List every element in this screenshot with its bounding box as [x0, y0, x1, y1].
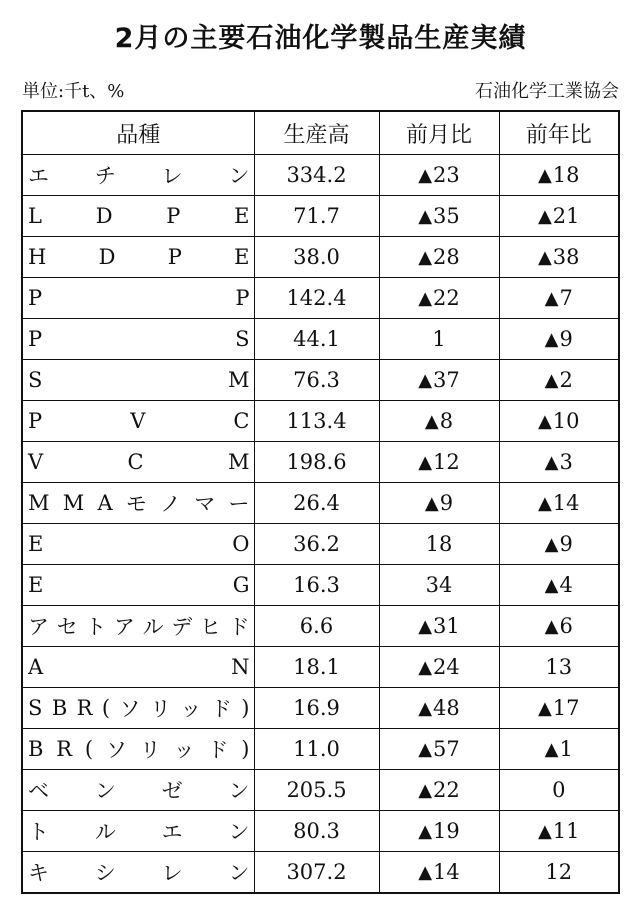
- product-name-char: P: [28, 409, 43, 433]
- table-row: [22, 811, 619, 852]
- mom-change-cell: 1: [379, 319, 499, 360]
- table-row: [22, 729, 619, 770]
- table-row: [22, 852, 619, 894]
- table-row: [22, 524, 619, 565]
- mom-change-cell: [379, 647, 499, 688]
- decrease-triangle-icon: ▲: [537, 206, 552, 227]
- product-name-char: P: [167, 245, 182, 269]
- product-name-char: ト: [85, 615, 107, 639]
- product-name-char: ド: [207, 738, 229, 762]
- product-name-char: H: [28, 245, 47, 269]
- yoy-change-cell: [499, 606, 619, 647]
- yoy-change-cell: 13: [499, 647, 619, 688]
- change-value: 48: [433, 696, 460, 720]
- change-value: 14: [552, 491, 580, 515]
- change-value: 57: [433, 737, 460, 761]
- product-name-char: A: [28, 655, 44, 679]
- product-name: [23, 857, 254, 887]
- decrease-triangle-icon: ▲: [418, 452, 433, 473]
- product-name: [23, 204, 254, 228]
- production-cell: 26.4: [254, 483, 379, 524]
- product-name-char: エ: [161, 820, 183, 844]
- production-cell: 71.7: [254, 196, 379, 237]
- table-header-row: [22, 111, 619, 155]
- product-name-char: レ: [161, 861, 183, 885]
- change-value: 8: [439, 409, 454, 433]
- product-name-char: P: [28, 327, 43, 351]
- product-name-cell: [22, 155, 254, 196]
- production-cell: 36.2: [254, 524, 379, 565]
- product-name-char: ン: [228, 779, 250, 803]
- product-name-char: ヒ: [199, 615, 221, 639]
- unit-label: 単位:千t、%: [22, 81, 125, 102]
- yoy-change-cell: [499, 524, 619, 565]
- change-value: 9: [559, 532, 573, 556]
- decrease-triangle-icon: ▲: [418, 698, 433, 719]
- product-name-cell: [22, 483, 254, 524]
- table-row: [22, 237, 619, 278]
- product-name-char: エ: [28, 164, 49, 188]
- product-name: [23, 488, 254, 518]
- product-name-char: ー: [228, 492, 250, 516]
- product-name: [23, 286, 254, 310]
- product-name-char: ): [241, 737, 250, 761]
- mom-change-cell: [379, 688, 499, 729]
- product-name-cell: [22, 688, 254, 729]
- table-row: [22, 565, 619, 606]
- production-cell: 142.4: [254, 278, 379, 319]
- decrease-triangle-icon: ▲: [544, 329, 559, 350]
- source-label: 石油化学工業協会: [475, 81, 619, 102]
- decrease-triangle-icon: ▲: [424, 411, 439, 432]
- product-name-char: シ: [94, 861, 116, 885]
- production-cell: 113.4: [254, 401, 379, 442]
- product-name-char: E: [28, 532, 44, 556]
- yoy-change-cell: [499, 729, 619, 770]
- product-name-char: G: [232, 573, 250, 597]
- change-value: 19: [433, 819, 460, 843]
- product-name-char: (: [101, 696, 111, 720]
- decrease-triangle-icon: ▲: [537, 165, 552, 186]
- decrease-triangle-icon: ▲: [418, 165, 433, 186]
- change-value: 22: [433, 778, 460, 802]
- change-value: 18: [552, 163, 580, 187]
- change-value: 7: [559, 286, 573, 310]
- page-title: 2月の主要石油化学製品生産実績: [114, 23, 527, 54]
- product-name-char: O: [232, 532, 250, 556]
- product-name-cell: [22, 770, 254, 811]
- production-cell: 307.2: [254, 852, 379, 894]
- yoy-change-cell: [499, 319, 619, 360]
- change-value: 28: [433, 245, 460, 269]
- product-name-char: S: [28, 696, 43, 720]
- table-row: [22, 360, 619, 401]
- table-row: [22, 606, 619, 647]
- decrease-triangle-icon: ▲: [418, 288, 433, 309]
- change-value: 23: [433, 163, 460, 187]
- decrease-triangle-icon: ▲: [544, 534, 559, 555]
- product-name: [23, 573, 254, 597]
- mom-change-cell: [379, 729, 499, 770]
- product-name-cell: [22, 729, 254, 770]
- product-name-char: ベ: [28, 779, 49, 803]
- product-name-char: C: [233, 409, 250, 433]
- change-value: 6: [559, 614, 573, 638]
- yoy-change-cell: 12: [499, 852, 619, 894]
- change-value: 17: [552, 696, 580, 720]
- table-row: [22, 278, 619, 319]
- product-name-cell: [22, 401, 254, 442]
- production-cell: 11.0: [254, 729, 379, 770]
- product-name-char: ア: [113, 615, 135, 639]
- decrease-triangle-icon: ▲: [418, 370, 433, 391]
- header-year-over-year: 前年比: [499, 111, 619, 155]
- product-name-char: デ: [171, 615, 193, 639]
- production-cell: 76.3: [254, 360, 379, 401]
- mom-change-cell: 34: [379, 565, 499, 606]
- product-name: [23, 327, 254, 351]
- table-row: [22, 196, 619, 237]
- yoy-change-cell: [499, 483, 619, 524]
- production-cell: 198.6: [254, 442, 379, 483]
- product-name-char: P: [166, 204, 181, 228]
- change-value: 12: [433, 450, 460, 474]
- decrease-triangle-icon: ▲: [544, 288, 559, 309]
- product-name: [23, 409, 254, 433]
- product-name-char: S: [235, 327, 250, 351]
- change-value: 3: [559, 450, 573, 474]
- mom-change-cell: [379, 770, 499, 811]
- product-name-char: D: [98, 245, 116, 269]
- product-name-cell: [22, 237, 254, 278]
- product-name-char: リ: [139, 738, 161, 762]
- product-name-char: M: [28, 491, 50, 515]
- mom-change-cell: 18: [379, 524, 499, 565]
- change-value: 31: [433, 614, 460, 638]
- decrease-triangle-icon: ▲: [424, 493, 439, 514]
- product-name-cell: [22, 647, 254, 688]
- change-value: 9: [439, 491, 454, 515]
- product-name-char: E: [234, 204, 250, 228]
- decrease-triangle-icon: ▲: [544, 370, 559, 391]
- mom-change-cell: [379, 278, 499, 319]
- mom-change-cell: [379, 360, 499, 401]
- decrease-triangle-icon: ▲: [537, 698, 552, 719]
- mom-change-cell: [379, 155, 499, 196]
- yoy-change-cell: [499, 278, 619, 319]
- table-row: [22, 401, 619, 442]
- product-name-char: V: [28, 450, 44, 474]
- decrease-triangle-icon: ▲: [418, 739, 433, 760]
- decrease-triangle-icon: ▲: [418, 862, 433, 883]
- product-name-char: M: [62, 491, 85, 515]
- product-name-char: ド: [228, 615, 250, 639]
- change-value: 24: [433, 655, 460, 679]
- product-name-cell: [22, 196, 254, 237]
- product-name: [23, 245, 254, 269]
- product-name-char: ソ: [119, 697, 141, 721]
- header-month-over-month: 前月比: [379, 111, 499, 155]
- product-name-char: ル: [142, 615, 164, 639]
- product-name-char: ッ: [173, 738, 195, 762]
- product-name-char: C: [127, 450, 144, 474]
- product-name-char: E: [28, 573, 44, 597]
- change-value: 4: [559, 573, 573, 597]
- product-name-char: (: [84, 737, 94, 761]
- product-name-cell: [22, 811, 254, 852]
- product-name-char: ): [241, 696, 250, 720]
- product-name-char: R: [76, 696, 93, 720]
- product-name-char: L: [28, 204, 42, 228]
- product-name-char: B: [28, 737, 44, 761]
- product-name-cell: [22, 524, 254, 565]
- product-name-char: R: [56, 737, 73, 761]
- product-name-cell: [22, 852, 254, 894]
- decrease-triangle-icon: ▲: [544, 616, 559, 637]
- product-name: [23, 693, 254, 723]
- product-name: [23, 655, 254, 679]
- decrease-triangle-icon: ▲: [418, 616, 433, 637]
- mom-change-cell: [379, 196, 499, 237]
- yoy-change-cell: [499, 688, 619, 729]
- table-row: [22, 688, 619, 729]
- product-name-char: B: [51, 696, 68, 720]
- yoy-change-cell: [499, 442, 619, 483]
- table-row: [22, 770, 619, 811]
- product-name-char: ル: [94, 820, 116, 844]
- product-name-char: ン: [94, 779, 116, 803]
- yoy-change-cell: [499, 155, 619, 196]
- product-name-char: ン: [228, 164, 250, 188]
- table-row: [22, 647, 619, 688]
- change-value: 35: [433, 204, 460, 228]
- production-cell: 38.0: [254, 237, 379, 278]
- product-name: [23, 450, 254, 474]
- production-cell: 334.2: [254, 155, 379, 196]
- product-name-char: N: [231, 655, 250, 679]
- product-name-cell: [22, 319, 254, 360]
- table-row: [22, 483, 619, 524]
- table-row: [22, 155, 619, 196]
- product-name-cell: [22, 360, 254, 401]
- production-cell: 205.5: [254, 770, 379, 811]
- product-name-cell: [22, 606, 254, 647]
- mom-change-cell: [379, 811, 499, 852]
- mom-change-cell: [379, 442, 499, 483]
- decrease-triangle-icon: ▲: [537, 821, 552, 842]
- change-value: 2: [559, 368, 573, 392]
- change-value: 1: [559, 737, 573, 761]
- yoy-change-cell: 0: [499, 770, 619, 811]
- yoy-change-cell: [499, 196, 619, 237]
- production-table: [21, 110, 620, 894]
- yoy-change-cell: [499, 401, 619, 442]
- yoy-change-cell: [499, 811, 619, 852]
- product-name-char: V: [130, 409, 146, 433]
- change-value: 11: [552, 819, 580, 843]
- yoy-change-cell: [499, 360, 619, 401]
- decrease-triangle-icon: ▲: [418, 821, 433, 842]
- table-row: [22, 319, 619, 360]
- production-cell: 16.3: [254, 565, 379, 606]
- product-name-char: ッ: [180, 697, 202, 721]
- decrease-triangle-icon: ▲: [537, 411, 552, 432]
- table-body: [22, 155, 619, 894]
- product-name-cell: [22, 442, 254, 483]
- product-name-char: セ: [56, 615, 78, 639]
- yoy-change-cell: [499, 237, 619, 278]
- header-product-type: 品種: [22, 111, 254, 155]
- table-row: [22, 442, 619, 483]
- product-name: [23, 532, 254, 556]
- production-cell: 18.1: [254, 647, 379, 688]
- product-name-char: ノ: [160, 492, 182, 516]
- decrease-triangle-icon: ▲: [544, 452, 559, 473]
- production-cell: 44.1: [254, 319, 379, 360]
- product-name-char: ン: [228, 820, 250, 844]
- product-name-char: マ: [194, 492, 216, 516]
- product-name: [23, 368, 254, 392]
- decrease-triangle-icon: ▲: [544, 739, 559, 760]
- product-name-char: M: [227, 450, 250, 474]
- header-production: 生産高: [254, 111, 379, 155]
- decrease-triangle-icon: ▲: [418, 247, 433, 268]
- product-name-char: ン: [228, 861, 250, 885]
- production-cell: 80.3: [254, 811, 379, 852]
- product-name: [23, 734, 254, 764]
- product-name-char: A: [97, 491, 113, 515]
- product-name-char: キ: [28, 861, 49, 885]
- production-cell: 16.9: [254, 688, 379, 729]
- product-name-char: ア: [28, 615, 49, 639]
- production-cell: 6.6: [254, 606, 379, 647]
- product-name-char: リ: [149, 697, 171, 721]
- product-name: [23, 160, 254, 190]
- decrease-triangle-icon: ▲: [537, 493, 552, 514]
- decrease-triangle-icon: ▲: [537, 247, 552, 268]
- product-name-char: D: [95, 204, 113, 228]
- product-name-char: チ: [94, 164, 116, 188]
- product-name-char: ト: [28, 820, 49, 844]
- decrease-triangle-icon: ▲: [418, 206, 433, 227]
- product-name-char: モ: [125, 492, 147, 516]
- mom-change-cell: [379, 483, 499, 524]
- decrease-triangle-icon: ▲: [544, 575, 559, 596]
- mom-change-cell: [379, 401, 499, 442]
- product-name-char: P: [235, 286, 250, 310]
- yoy-change-cell: [499, 565, 619, 606]
- change-value: 10: [552, 409, 580, 433]
- product-name-char: E: [234, 245, 250, 269]
- product-name: [23, 775, 254, 805]
- change-value: 22: [433, 286, 460, 310]
- change-value: 14: [433, 860, 460, 884]
- product-name-char: M: [227, 368, 250, 392]
- product-name: [23, 816, 254, 846]
- mom-change-cell: [379, 852, 499, 894]
- change-value: 38: [552, 245, 580, 269]
- mom-change-cell: [379, 606, 499, 647]
- change-value: 37: [433, 368, 460, 392]
- product-name: [23, 611, 254, 641]
- product-name-char: ソ: [105, 738, 127, 762]
- product-name-char: レ: [161, 164, 183, 188]
- decrease-triangle-icon: ▲: [418, 780, 433, 801]
- mom-change-cell: [379, 237, 499, 278]
- product-name-cell: [22, 565, 254, 606]
- product-name-char: P: [28, 286, 43, 310]
- change-value: 21: [552, 204, 580, 228]
- decrease-triangle-icon: ▲: [418, 657, 433, 678]
- product-name-char: ド: [210, 697, 232, 721]
- product-name-char: S: [28, 368, 43, 392]
- product-name-char: ゼ: [161, 779, 183, 803]
- change-value: 9: [559, 327, 573, 351]
- product-name-cell: [22, 278, 254, 319]
